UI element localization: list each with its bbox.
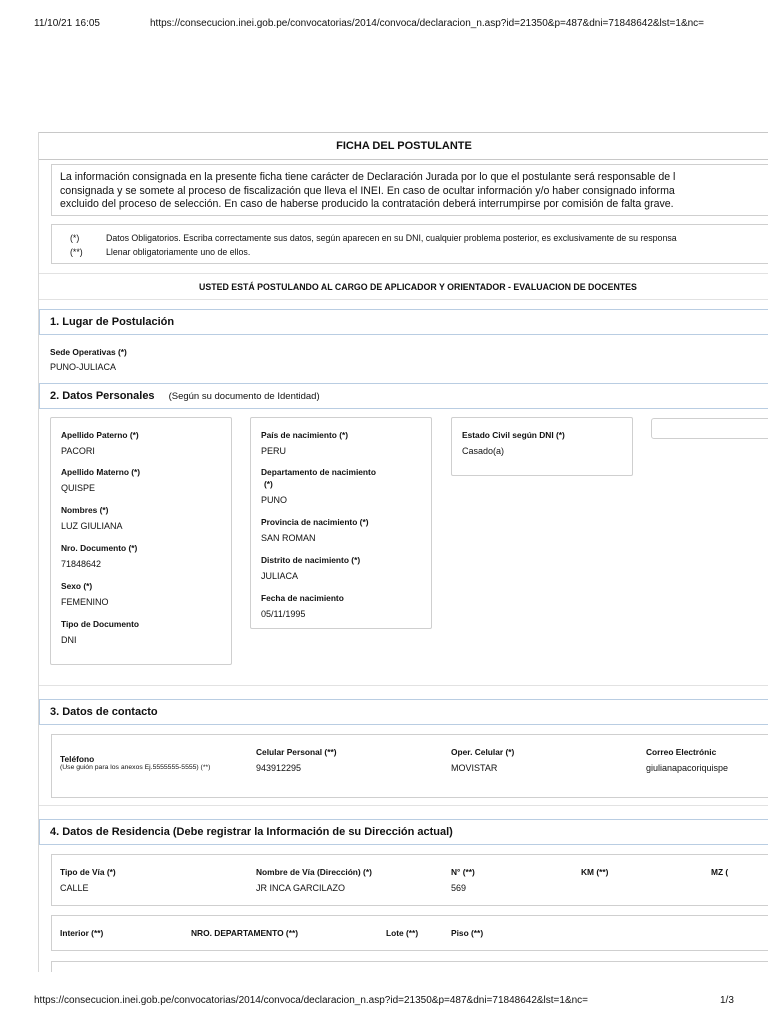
nombres-label: Nombres (*) <box>61 505 109 515</box>
section-subtitle: (Según su documento de Identidad) <box>168 391 320 402</box>
note-required <box>70 233 677 243</box>
apellido-paterno-value: PACORI <box>61 446 95 456</box>
numero-value: 569 <box>451 883 467 893</box>
correo-label: Correo Electrónic <box>646 747 717 757</box>
tipo-via-label: Tipo de Vía (*) <box>60 867 116 877</box>
note-text: Llenar obligatoriamente uno de ellos. <box>106 247 251 257</box>
departamento-label-required: (*) <box>264 479 273 489</box>
nombre-via-value: JR INCA GARCILAZO <box>256 883 346 893</box>
section-title: 2. Datos Personales <box>50 390 155 402</box>
pais-value: PERU <box>261 446 287 456</box>
divider <box>39 805 768 806</box>
telefono-hint: (Use guión para los anexos Ej.5555555-5555) (**) <box>60 764 211 771</box>
note-key: (**) <box>70 247 83 257</box>
sede-value: PUNO-JULIACA <box>50 362 117 372</box>
piso-label: Piso (**) <box>451 928 484 938</box>
estado-civil-value: Casado(a) <box>462 446 505 456</box>
notes-box <box>51 224 768 264</box>
declaration-box <box>51 164 768 216</box>
apellido-paterno-label: Apellido Paterno (*) <box>61 430 139 440</box>
declaration-line: La información consignada en la presente ficha tiene carácter de Declaración Jurada por lo que el postulante será responsable de l <box>60 171 676 183</box>
nombre-via-label: Nombre de Vía (Dirección) (*) <box>256 867 372 877</box>
page-number: 1/3 <box>720 995 734 1006</box>
pais-label: País de nacimiento (*) <box>261 430 349 440</box>
personal-card-1 <box>50 417 232 665</box>
distrito-value: JULIACA <box>261 571 299 581</box>
km-label: KM (**) <box>581 867 609 877</box>
section-title: 4. Datos de Residencia (Debe registrar la Información de su Dirección actual) <box>50 826 453 838</box>
nro-documento-value: 71848642 <box>61 559 102 569</box>
nro-documento-label: Nro. Documento (*) <box>61 543 138 553</box>
sede-label: Sede Operativas (*) <box>50 347 127 357</box>
note-key: (*) <box>70 233 80 243</box>
contact-panel <box>51 734 768 798</box>
note-one-of <box>70 247 250 257</box>
form-title: FICHA DEL POSTULANTE <box>39 132 768 160</box>
celular-label: Celular Personal (**) <box>256 747 337 757</box>
operador-label: Oper. Celular (*) <box>451 747 515 757</box>
apellido-materno-label: Apellido Materno (*) <box>61 467 141 477</box>
interior-label: Interior (**) <box>60 928 104 938</box>
tipo-via-value: CALLE <box>60 883 89 893</box>
photo-field <box>651 418 768 439</box>
section-1-header <box>39 309 768 335</box>
declaration-line: consignada y se somete al proceso de fiscalización que lleva el INEI. En caso de ocultar información y/o haber consignado informa <box>60 184 675 197</box>
personal-card-3 <box>451 417 633 476</box>
residence-panel-3 <box>51 961 768 972</box>
print-datetime: 11/10/21 16:05 <box>34 18 100 29</box>
cargo-line: USTED ESTÁ POSTULANDO AL CARGO DE APLICADOR Y ORIENTADOR - EVALUACION DE DOCENTES <box>199 282 637 292</box>
section-2-header <box>39 383 768 409</box>
departamento-value: PUNO <box>261 495 288 505</box>
divider <box>39 273 768 274</box>
section-title: 3. Datos de contacto <box>50 706 158 718</box>
lote-label: Lote (**) <box>386 928 419 938</box>
numero-label: N° (**) <box>451 867 475 877</box>
divider <box>39 299 768 300</box>
estado-civil-label: Estado Civil según DNI (*) <box>462 430 565 440</box>
declaration-line: excluido del proceso de selección. En caso de haberse producido la contratación deberá interrumpirse por comisión de falta grave. <box>60 198 674 210</box>
distrito-label: Distrito de nacimiento (*) <box>261 555 361 565</box>
apellido-materno-value: QUISPE <box>61 483 96 493</box>
form-frame <box>38 132 768 972</box>
residence-panel-2 <box>51 915 768 951</box>
section-4-header <box>39 819 768 845</box>
section-title: 1. Lugar de Postulación <box>50 316 175 328</box>
tipo-documento-label: Tipo de Documento <box>61 619 140 629</box>
sexo-label: Sexo (*) <box>61 581 93 591</box>
departamento-label: Departamento de nacimiento <box>261 467 376 477</box>
sexo-value: FEMENINO <box>61 597 109 607</box>
celular-value: 943912295 <box>256 763 302 773</box>
fecha-nacimiento-value: 05/11/1995 <box>261 609 306 619</box>
residence-panel-1 <box>51 854 768 906</box>
tipo-documento-value: DNI <box>61 635 77 645</box>
fecha-nacimiento-label: Fecha de nacimiento <box>261 593 344 603</box>
print-footer-url: https://consecucion.inei.gob.pe/convocatorias/2014/convoca/declaracion_n.asp?id=21350&p=487&dni=71848642&lst=1&nc= <box>34 995 589 1006</box>
telefono-label: Teléfono <box>60 754 95 764</box>
operador-value: MOVISTAR <box>451 763 498 773</box>
print-header-url: https://consecucion.inei.gob.pe/convocatorias/2014/convoca/declaracion_n.asp?id=21350&p=487&dni=71848642&lst=1&nc= <box>150 18 705 29</box>
personal-card-2 <box>250 417 432 629</box>
provincia-value: SAN ROMAN <box>261 533 316 543</box>
mz-label: MZ ( <box>711 867 729 877</box>
divider <box>39 685 768 686</box>
nombres-value: LUZ GIULIANA <box>61 521 123 531</box>
correo-value: giulianapacoriquispe <box>646 763 729 773</box>
section-3-header <box>39 699 768 725</box>
nro-departamento-label: NRO. DEPARTAMENTO (**) <box>191 928 299 938</box>
note-text: Datos Obligatorios. Escriba correctamente sus datos, según aparecen en su DNI, cualquier problema posterior, es exclusivamente de su responsa <box>106 233 677 243</box>
provincia-label: Provincia de nacimiento (*) <box>261 517 369 527</box>
